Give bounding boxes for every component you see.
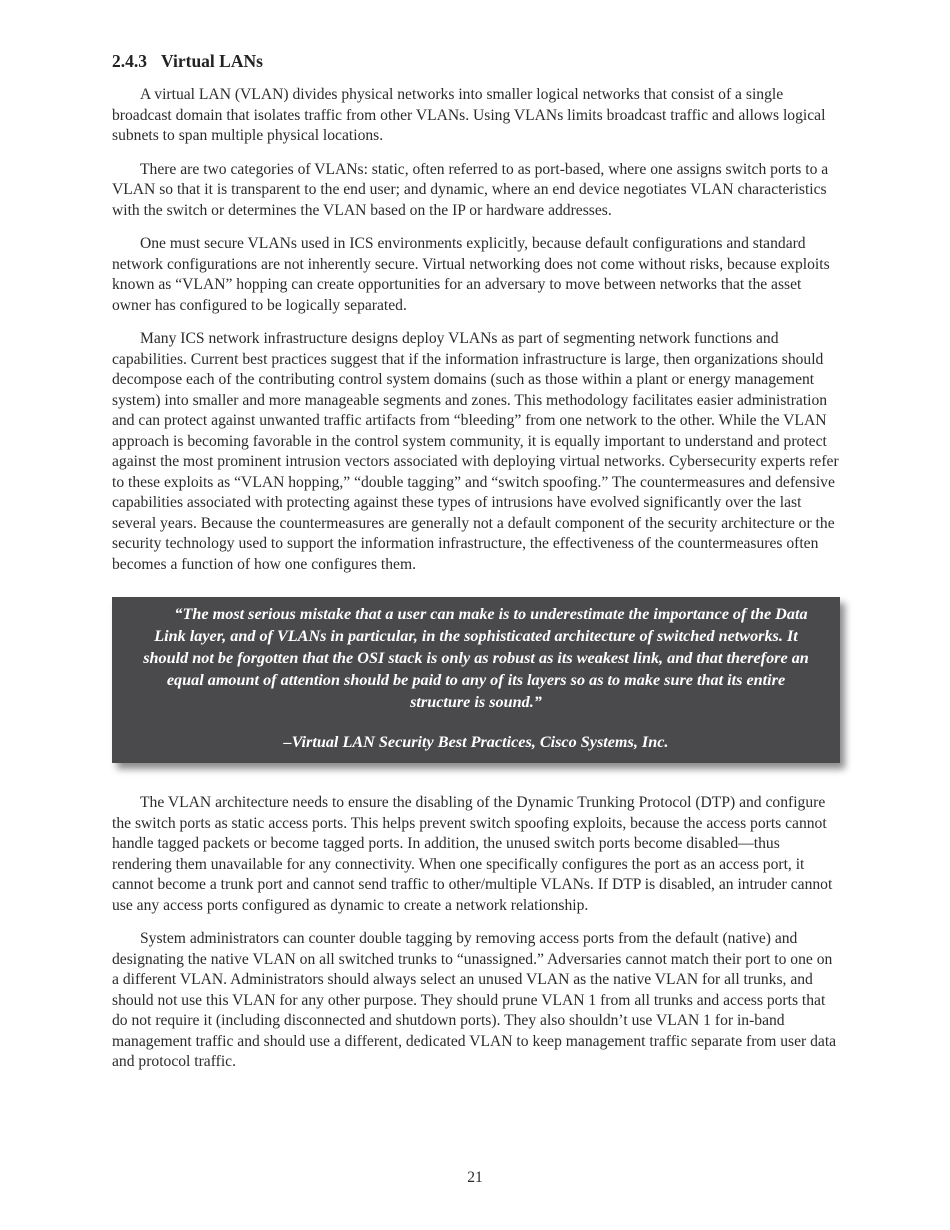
quote-callout: [112, 597, 840, 763]
paragraph-ics-vlan-design: Many ICS network infrastructure designs deploy VLANs as part of segmenting network functions and capabilities. Current best practices suggest that if the information infrastructure is large, then organizations should decompose each of the contributing control system domains (such as those within a plant or energy management system) into smaller and more manageable segments and zones. This methodology facilitates easier administration and can protect against unwanted traffic artifacts from “bleeding” from one network to the other. While the VLAN approach is becoming favorable in the control system community, it is equally important to understand and protect against the most prominent intrusion vectors associated with deploying virtual networks. Cybersecurity experts refer to these exploits as “VLAN hopping,” “double tagging” and “switch spoofing.” The countermeasures and defensive capabilities associated with protecting against these types of intrusions have evolved significantly over the last several years. Because the countermeasures are generally not a default component of the security architecture or the security technology used to support the information infrastructure, the effectiveness of the countermeasures often becomes a function of how one configures them.: [112, 330, 839, 573]
document-page: [112, 49, 840, 1086]
paragraph-vlan-security: One must secure VLANs used in ICS environments explicitly, because default configurations and standard network configurations are not inherently secure. Virtual networking does not come without risks, because exploits known as “VLAN” hopping can create opportunities for an adversary to move between networks that the asset owner has configured to be logically separated.: [112, 235, 830, 314]
paragraph-double-tagging: System administrators can counter double tagging by removing access ports from the default (native) and designating the native VLAN on all switched trunks to “unassigned.” Adversaries cannot match their port to one on a different VLAN. Administrators should always select an unused VLAN as the native VLAN for all trunks, and should not use this VLAN for any other purpose. They should prune VLAN 1 from all trunks and access ports that do not require it (including disconnected and shutdown ports). They also shouldn’t use VLAN 1 for in-band management traffic and should use a different, dedicated VLAN to keep management traffic separate from user data and protocol traffic.: [112, 930, 837, 1070]
callout-wrapper: [112, 597, 840, 763]
paragraph-vlan-definition: A virtual LAN (VLAN) divides physical networks into smaller logical networks that consist of a single broadcast domain that isolates traffic from other VLANs. Using VLANs limits broadcast traffic and allows logical subnets to span multiple physical locations.: [112, 86, 826, 144]
page-number: 21: [467, 1169, 483, 1186]
section-title: Virtual LANs: [161, 51, 263, 71]
section-number: 2.4.3: [112, 51, 147, 71]
section-heading: [112, 49, 840, 73]
callout-quote: “The most serious mistake that a user can make is to underestimate the importance of the Data Link layer, and of VLANs in particular, in the sophisticated architecture of switched networks. It should not be forgotten that the OSI stack is only as robust as its weakest link, and that therefore an equal amount of attention should be paid to any of its layers so as to make sure that its entire structure is sound.”: [143, 605, 809, 711]
paragraph-dtp: The VLAN architecture needs to ensure the disabling of the Dynamic Trunking Protocol (DTP) and configure the switch ports as static access ports. This helps prevent switch spoofing exploits, because the access ports cannot handle tagged packets or become tagged ports. In addition, the unused switch ports become disabled—thus rendering them unavailable for any connectivity. When one specifically configures the port as an access port, it cannot become a trunk port and cannot send traffic to other/multiple VLANs. If DTP is disabled, an intruder cannot use any access ports configured as dynamic to create a network relationship.: [112, 794, 833, 914]
callout-attribution: –Virtual LAN Security Best Practices, Cisco Systems, Inc.: [283, 733, 669, 751]
paragraph-vlan-categories: There are two categories of VLANs: static, often referred to as port-based, where one assigns switch ports to a VLAN so that it is transparent to the end user; and dynamic, where an end device negotiates VLAN characteristics with the switch or determines the VLAN based on the IP or hardware addresses.: [112, 160, 829, 219]
